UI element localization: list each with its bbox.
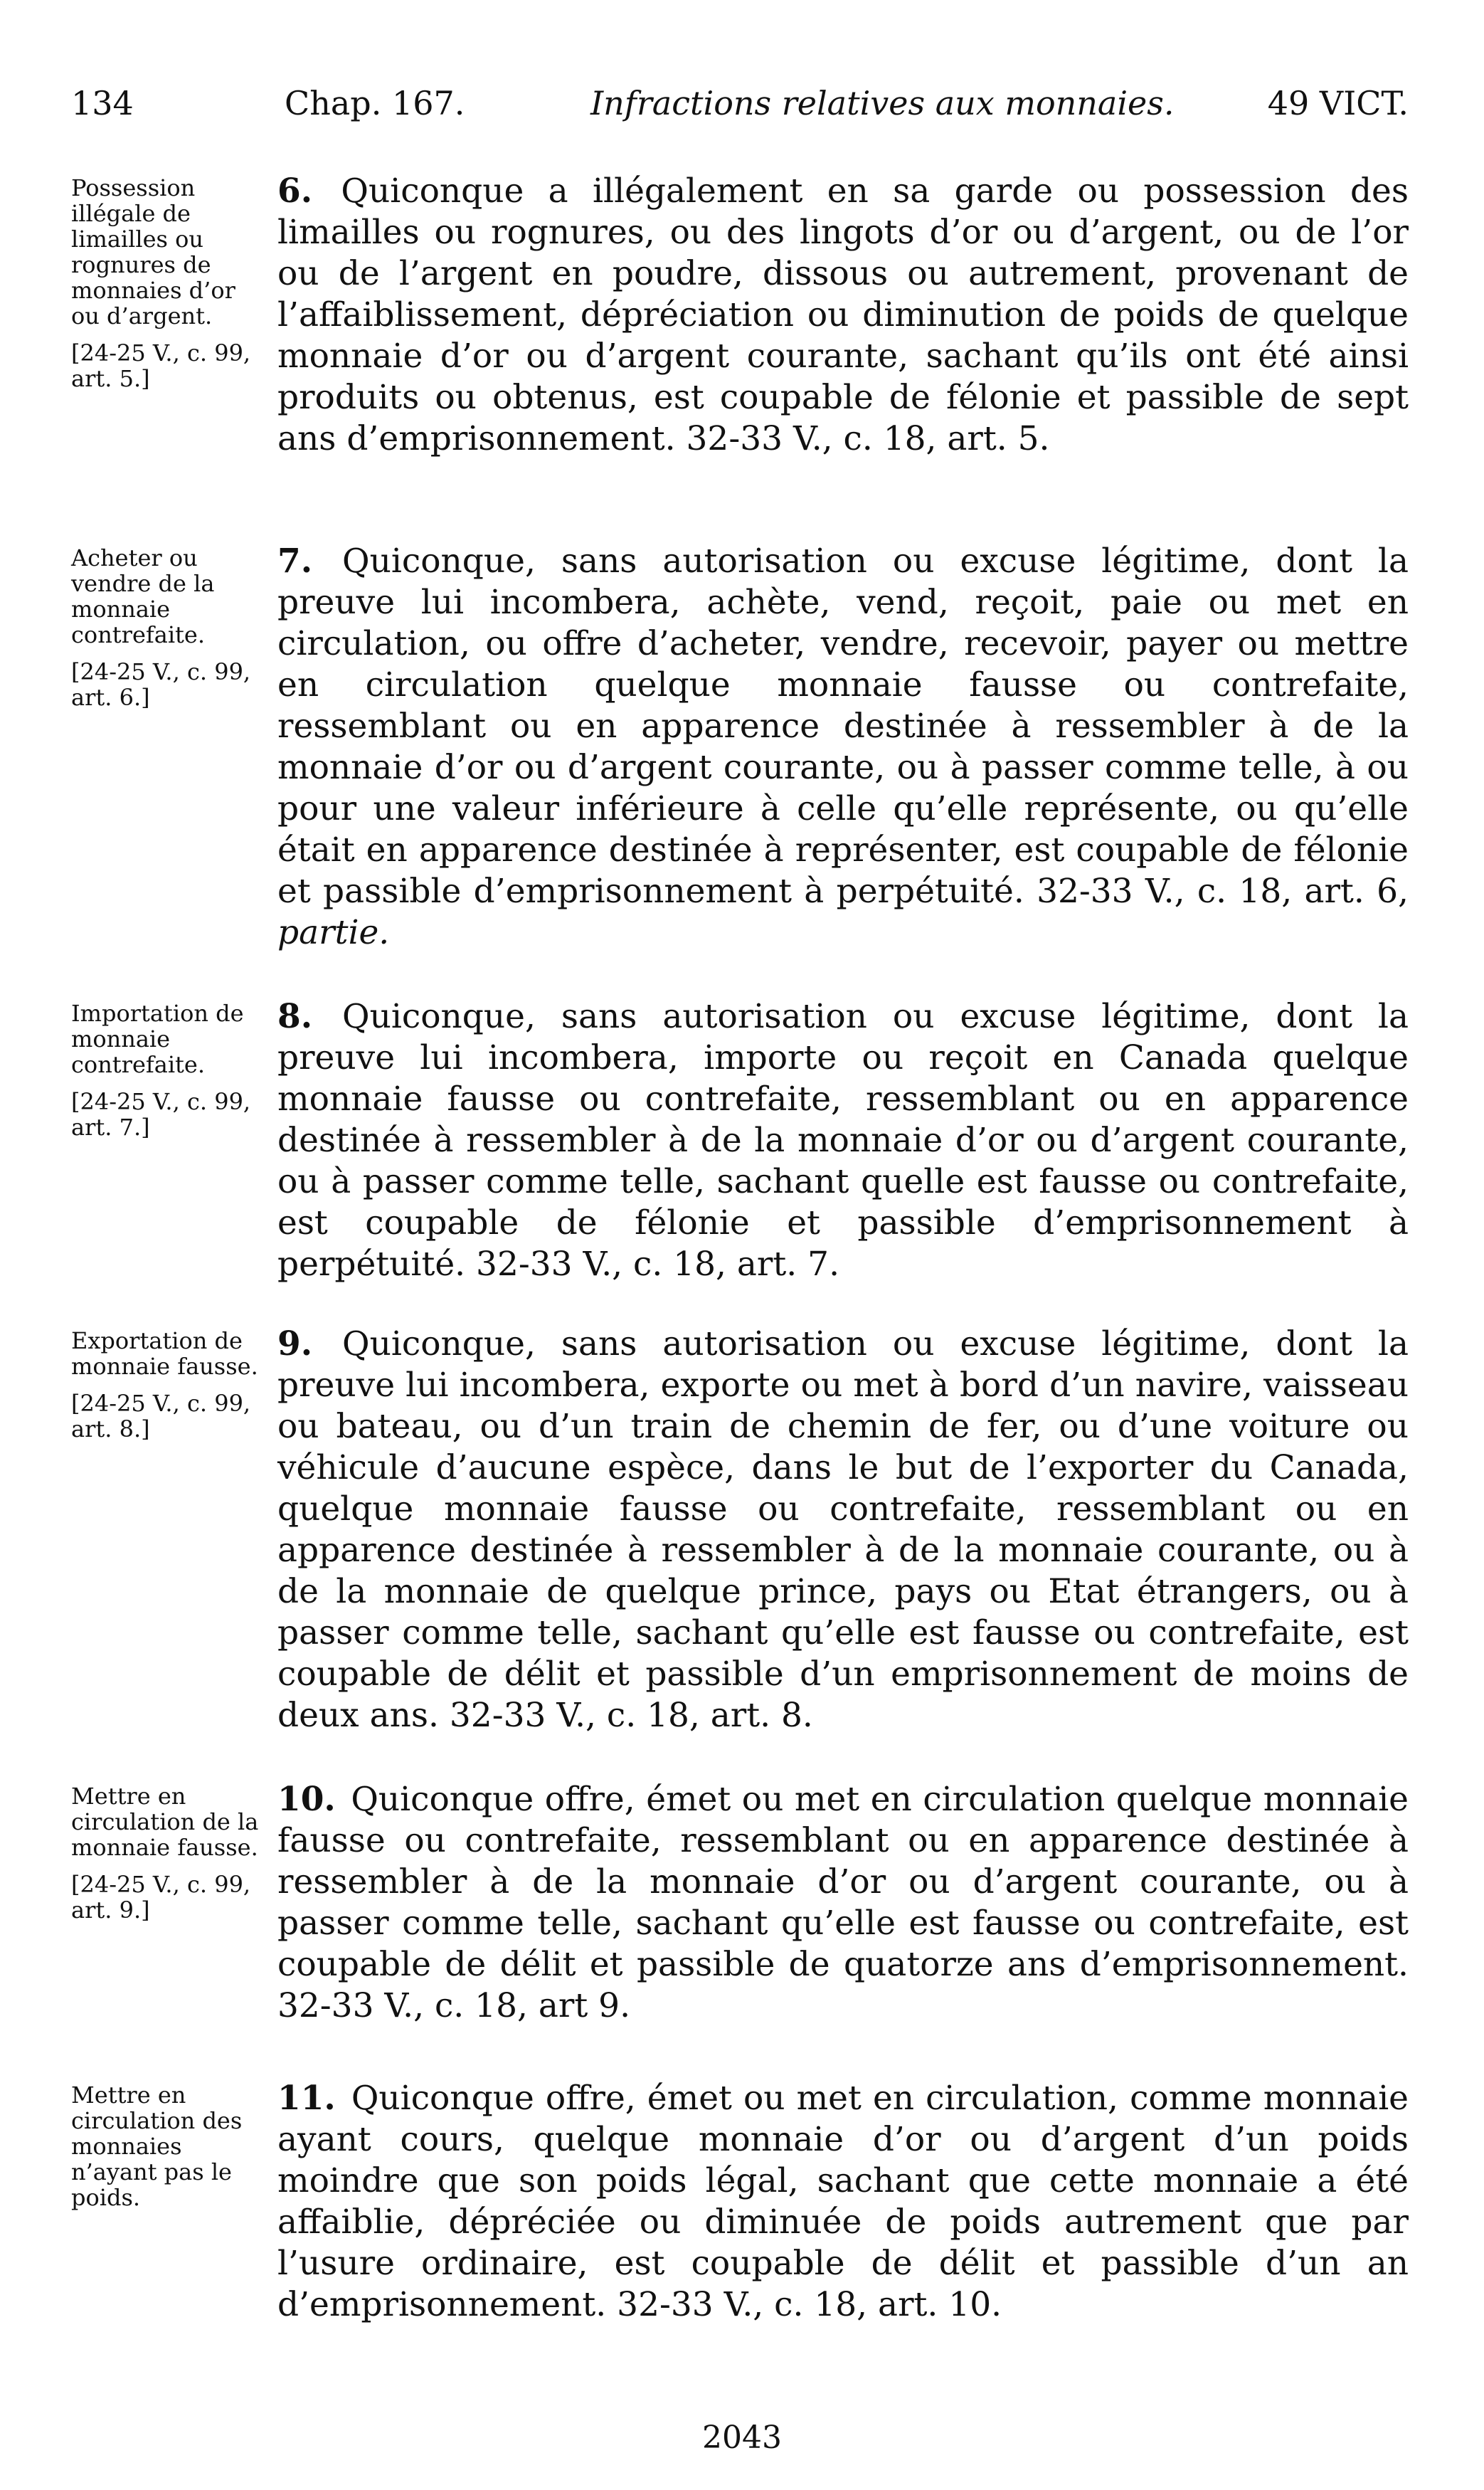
section-body [277, 996, 1409, 1285]
page-footer [0, 2420, 1484, 2456]
section-number: 9. [277, 1324, 313, 1363]
section-text: Quiconque, sans autorisation ou excuse légitime, dont la preuve lui incombera, exporte ou met à bord d’un navire, vaisseau ou bateau, ou d’un train de chemin de fer, ou d’une voiture ou véhicule d’aucune espèce, dans le but de l’exporter du Canada, quelque monnaie fausse ou contrefaite, ressemblant ou en apparence destinée à ressembler à de la monnaie courante, ou à de la monnaie de quelque prince, pays ou Etat étrangers, ou à passer comme telle, sachant qu’elle est fausse ou contrefaite, est coupable de délit et passible d’un emprisonnement de moins de deux ans. 32-33 V., c. 18, art. 8. [277, 1324, 1409, 1735]
margin-note [71, 175, 270, 391]
margin-note-reference: [24-25 V., c. 99, art. 8.] [71, 1390, 251, 1442]
running-header [71, 84, 1409, 141]
section-8 [71, 996, 1409, 1295]
section-7 [71, 541, 1409, 968]
section-body [277, 1779, 1409, 2027]
section-text: Quiconque, sans autorisation ou excuse légitime, dont la preuve lui incombera, achète, vend, reçoit, paie ou met en circulation, ou offre d’acheter, vendre, recevoir, payer ou mettre en circulation quelque monnaie fausse ou contrefaite, ressemblant ou en apparence destinée à ressembler à de la monnaie d’or ou d’argent courante, ou à passer comme telle, à ou pour une valeur inférieure à celle qu’elle représente, ou qu’elle était en apparence destinée à représenter, est coupable de félonie et passible d’emprisonnement à perpétuité. 32-33 V., c. 18, art. 6, [277, 542, 1409, 911]
section-number: 7. [277, 542, 313, 581]
margin-note-reference: [24-25 V., c. 99, art. 6.] [71, 658, 251, 711]
section-number: 6. [277, 172, 313, 211]
section-6 [71, 171, 1409, 512]
section-number: 11. [277, 2079, 336, 2118]
section-number: 10. [277, 1780, 336, 1819]
margin-note [71, 2082, 270, 2210]
margin-note [71, 1001, 270, 1140]
section-body [277, 2078, 1409, 2326]
page-number: 134 [71, 84, 134, 122]
margin-note-reference: [24-25 V., c. 99, art. 5.] [71, 339, 251, 392]
margin-note-text: Importation de monnaie contrefaite. [71, 1000, 244, 1078]
margin-note [71, 1783, 270, 1923]
section-number: 8. [277, 997, 313, 1036]
section-text-italic: partie. [277, 913, 390, 952]
regnal-year: 49 VICT. [1267, 84, 1409, 122]
margin-note-reference: [24-25 V., c. 99, art. 7.] [71, 1088, 251, 1141]
section-text: Quiconque offre, émet ou met en circulation, comme monnaie ayant cours, quelque monnaie d’or ou d’argent d’un poids moindre que son poids légal, sachant que cette monnaie a été affaiblie, dépréciée ou diminuée de poids autrement que par l’usure ordinaire, est coupable de délit et passible d’un an d’emprisonnement. 32-33 V., c. 18, art. 10. [277, 2079, 1409, 2324]
section-text: Quiconque a illégalement en sa garde ou possession des limailles ou rognures, ou des lingots d’or ou d’argent, ou de l’or ou de l’argent en poudre, dissous ou autrement, provenant de l’affaiblissement, dépréciation ou diminution de poids de quelque monnaie d’or ou d’argent courante, sachant qu’ils ont été ainsi produits ou obtenus, est coupable de félonie et passible de sept ans d’emprisonnement. 32-33 V., c. 18, art. 5. [277, 172, 1409, 458]
header-title: Infractions relatives aux monnaies. [590, 84, 1175, 122]
section-body [277, 171, 1409, 460]
margin-note-text: Exportation de monnaie fausse. [71, 1327, 258, 1380]
margin-note-text: Acheter ou vendre de la monnaie contrefaite. [71, 544, 215, 648]
section-body [277, 541, 1409, 954]
margin-note-text: Possession illégale de limailles ou rognures de monnaies d’or ou d’argent. [71, 174, 235, 329]
section-11 [71, 2078, 1409, 2377]
section-text: Quiconque, sans autorisation ou excuse légitime, dont la preuve lui incombera, importe ou reçoit en Canada quelque monnaie fausse ou contrefaite, ressemblant ou en apparence destinée à ressembler à de la monnaie d’or ou d’argent courante, ou à passer comme telle, sachant quelle est fausse ou contrefaite, est coupable de félonie et passible d’emprisonnement à perpétuité. 32-33 V., c. 18, art. 7. [277, 997, 1409, 1284]
margin-note-reference: [24-25 V., c. 99, art. 9.] [71, 1871, 251, 1924]
footer-page-total: 2043 [702, 2420, 782, 2456]
margin-note [71, 1328, 270, 1442]
margin-note-text: Mettre en circulation des monnaies n’ayant pas le poids. [71, 2082, 243, 2211]
section-10 [71, 1779, 1409, 2049]
section-text: Quiconque offre, émet ou met en circulation quelque monnaie fausse ou contrefaite, ressemblant ou en apparence destinée à ressembler à de la monnaie d’or ou d’argent courante, ou à passer comme telle, sachant qu’elle est fausse ou contrefaite, est coupable de délit et passible de quatorze ans d’emprisonnement. 32-33 V., c. 18, art 9. [277, 1780, 1409, 2025]
section-9 [71, 1324, 1409, 1765]
margin-note-text: Mettre en circulation de la monnaie fausse. [71, 1783, 259, 1861]
section-body [277, 1324, 1409, 1736]
chapter-label: Chap. 167. [285, 84, 465, 122]
margin-note [71, 545, 270, 710]
